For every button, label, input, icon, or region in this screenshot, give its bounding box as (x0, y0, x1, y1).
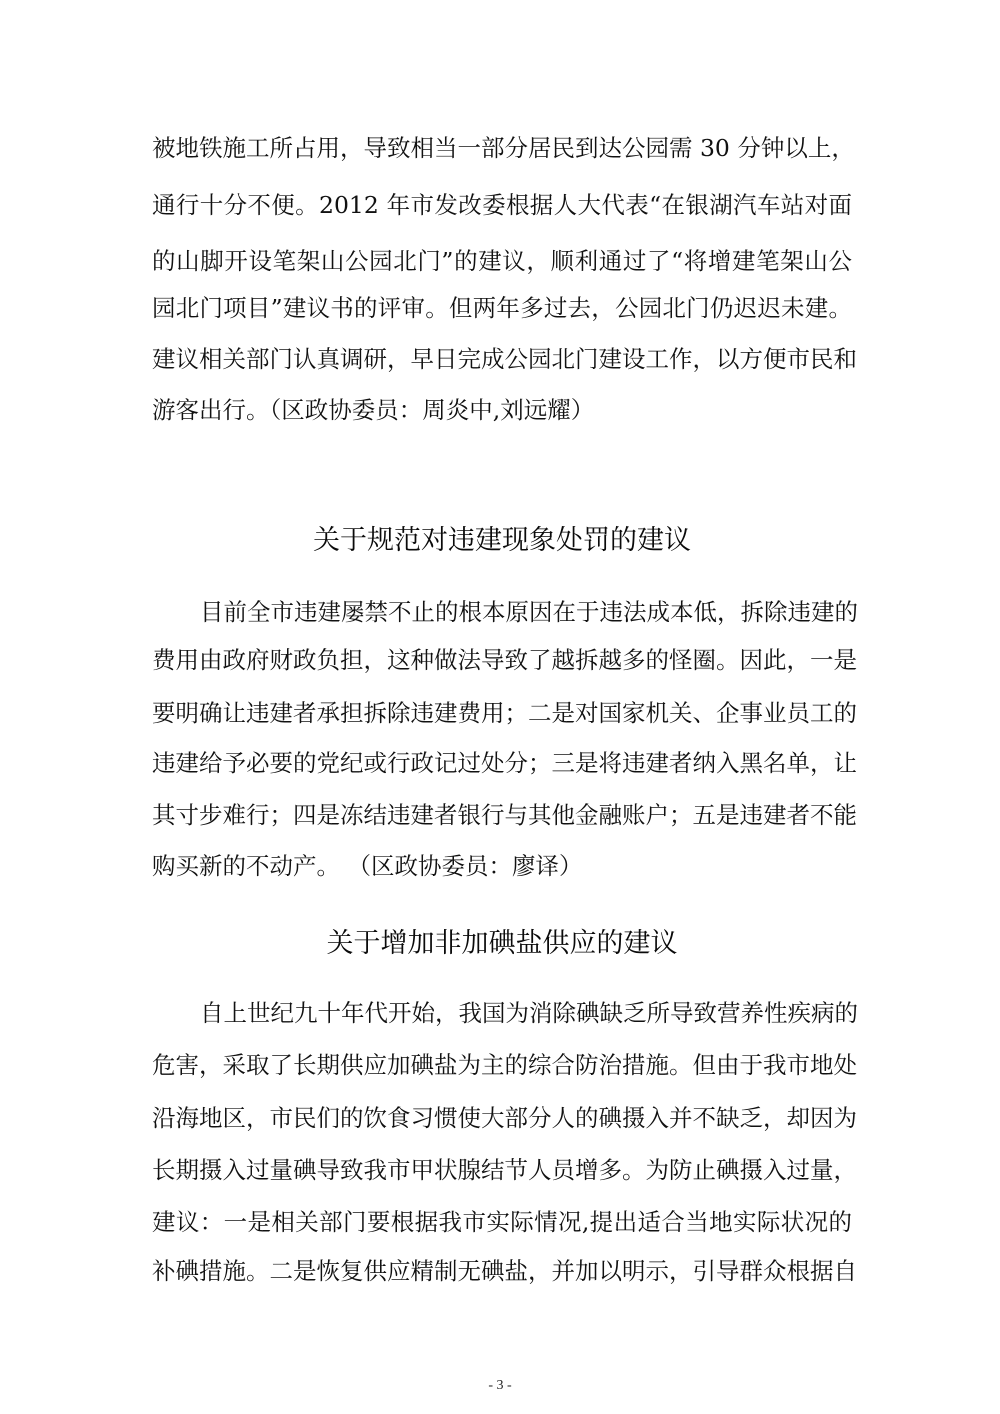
section-title: 关于增加非加碘盐供应的建议 (326, 928, 678, 959)
paragraph-line: 购买新的不动产。 （区政协委员：廖译） (152, 852, 583, 880)
section-title: 关于规范对违建现象处罚的建议 (313, 525, 691, 556)
paragraph-line: 的山脚开设笔架山公园北门”的建议，顺利通过了“将增建笔架山公 (152, 247, 852, 275)
paragraph-line: 危害，采取了长期供应加碘盐为主的综合防治措施。但由于我市地处 (152, 1051, 857, 1079)
paragraph-line: 建议：一是相关部门要根据我市实际情况,提出适合当地实际状况的 (152, 1208, 852, 1236)
paragraph-line: 费用由政府财政负担，这种做法导致了越拆越多的怪圈。因此，一是 (152, 646, 857, 674)
paragraph-line: 沿海地区，市民们的饮食习惯使大部分人的碘摄入并不缺乏，却因为 (152, 1104, 857, 1132)
paragraph-line: 要明确让违建者承担拆除违建费用；二是对国家机关、企事业员工的 (152, 699, 857, 727)
paragraph-line: 园北门项目”建议书的评审。但两年多过去，公园北门仍迟迟未建。 (152, 294, 852, 322)
paragraph-line: 长期摄入过量碘导致我市甲状腺结节人员增多。为防止碘摄入过量， (152, 1156, 857, 1184)
paragraph-line: 建议相关部门认真调研，早日完成公园北门建设工作，以方便市民和 (152, 345, 857, 373)
paragraph-line: 其寸步难行；四是冻结违建者银行与其他金融账户；五是违建者不能 (152, 801, 857, 829)
paragraph-line: 游客出行。（区政协委员：周炎中,刘远耀） (152, 396, 595, 424)
paragraph-line: 通行十分不便。2012 年市发改委根据人大代表“在银湖汽车站对面 (152, 191, 852, 219)
paragraph-line: 目前全市违建屡禁不止的根本原因在于违法成本低，拆除违建的 (200, 598, 858, 626)
paragraph-line: 被地铁施工所占用，导致相当一部分居民到达公园需 30 分钟以上， (152, 134, 855, 162)
page-number: - 3 - (488, 1378, 512, 1393)
paragraph-line: 补碘措施。二是恢复供应精制无碘盐，并加以明示，引导群众根据自 (152, 1257, 857, 1285)
paragraph-line: 违建给予必要的党纪或行政记过处分；三是将违建者纳入黑名单，让 (152, 749, 857, 777)
paragraph-line: 自上世纪九十年代开始，我国为消除碘缺乏所导致营养性疾病的 (200, 999, 858, 1027)
